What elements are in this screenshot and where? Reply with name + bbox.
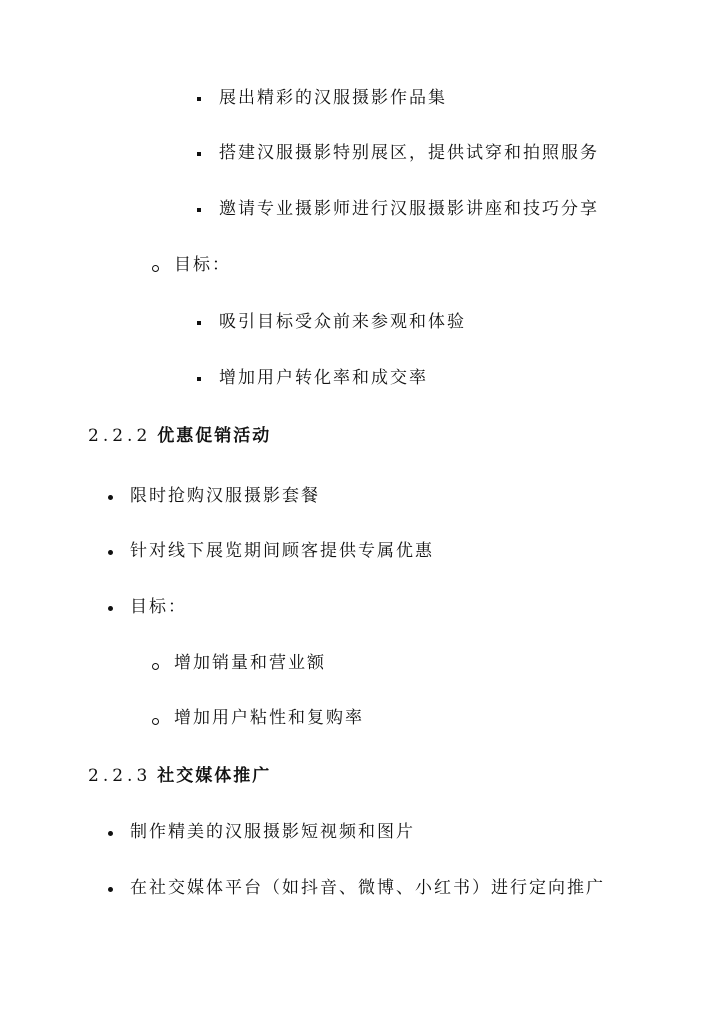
section-number: 2.2.2 [88,426,152,446]
dot-bullet-icon [108,550,113,555]
circle-bullet-icon [152,663,159,670]
list-item [197,141,599,165]
section-heading-223 [88,764,271,788]
list-item [197,366,428,390]
square-bullet-icon [197,321,201,325]
section-number: 2.2.3 [88,766,152,786]
circle-bullet-icon [152,718,159,725]
dot-bullet-icon [108,831,113,836]
list-item [108,539,434,563]
list-item [152,651,326,675]
dot-bullet-icon [108,887,113,892]
list-item-text: 吸引目标受众前来参观和体验 [219,312,466,332]
square-bullet-icon [197,152,201,156]
goal-label: 目标： [130,597,187,617]
list-item-text: 针对线下展览期间顾客提供专属优惠 [130,541,434,561]
goal-label: 目标： [174,255,231,275]
list-item-text: 在社交媒体平台（如抖音、微博、小红书）进行定向推广 [130,878,605,898]
list-item [197,86,447,110]
dot-bullet-icon [108,606,113,611]
list-item-text: 限时抢购汉服摄影套餐 [130,486,320,506]
list-item [108,484,320,508]
list-item-text: 邀请专业摄影师进行汉服摄影讲座和技巧分享 [219,199,599,219]
list-item [108,876,605,900]
list-item [152,706,364,730]
list-item-text: 增加用户粘性和复购率 [174,708,364,728]
list-item-text: 搭建汉服摄影特别展区，提供试穿和拍照服务 [219,143,599,163]
square-bullet-icon [197,208,201,212]
section-title: 优惠促销活动 [157,426,272,446]
section-title: 社交媒体推广 [157,766,272,786]
list-item [197,310,466,334]
list-item-goal [152,253,231,277]
circle-bullet-icon [152,265,159,272]
list-item-text: 增加销量和营业额 [174,653,326,673]
list-item [108,820,415,844]
square-bullet-icon [197,97,201,101]
dot-bullet-icon [108,495,113,500]
list-item-text: 展出精彩的汉服摄影作品集 [219,88,447,108]
list-item-text: 制作精美的汉服摄影短视频和图片 [130,822,415,842]
square-bullet-icon [197,377,201,381]
list-item-text: 增加用户转化率和成交率 [219,368,428,388]
list-item-goal [108,595,187,619]
list-item [197,197,599,221]
section-heading-222 [88,424,271,448]
